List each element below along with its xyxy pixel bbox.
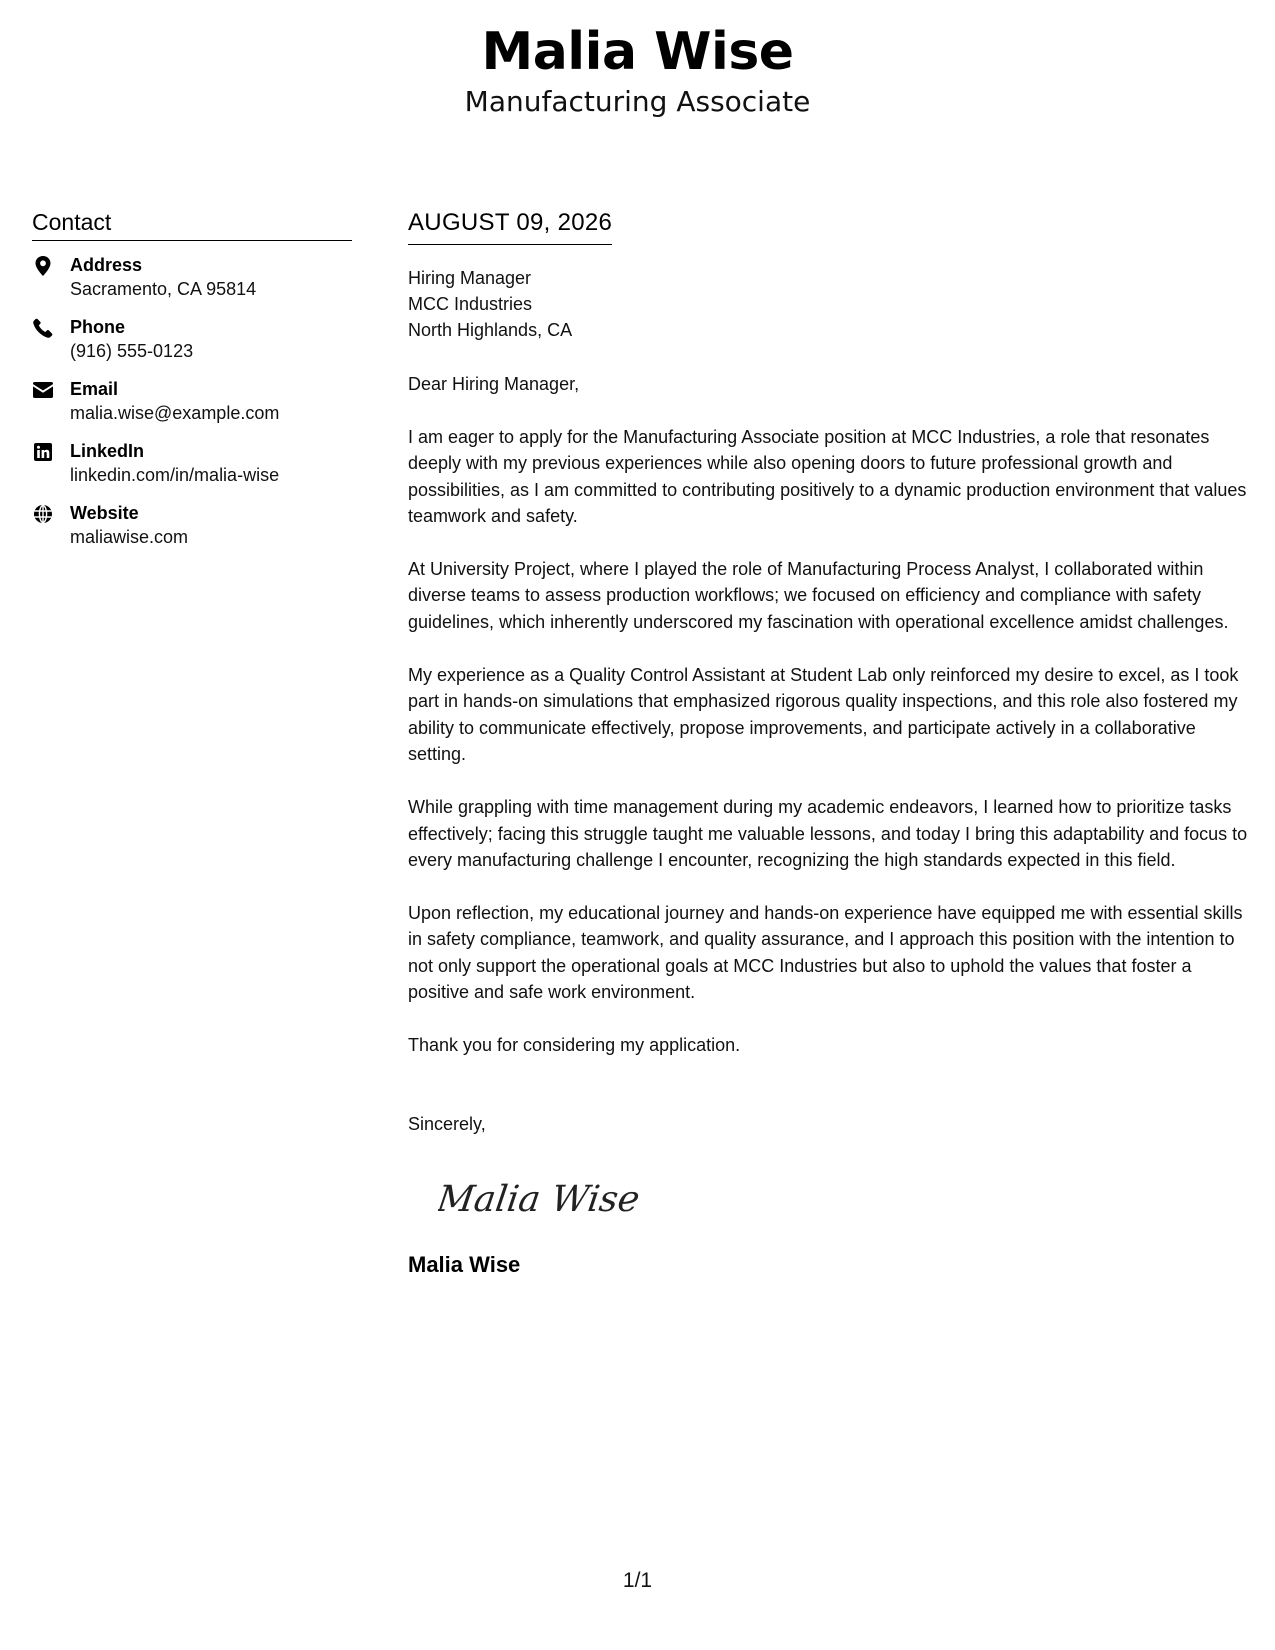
globe-icon	[32, 503, 54, 525]
salutation: Dear Hiring Manager,	[408, 374, 580, 394]
letter-body	[408, 208, 1248, 1279]
linkedin-icon	[32, 441, 54, 463]
signed-name: Malia Wise	[408, 1251, 521, 1277]
envelope-icon	[32, 379, 54, 401]
contact-item-address	[32, 253, 352, 301]
email-value: malia.wise@example.com	[70, 403, 280, 423]
contact-label: Email	[70, 379, 119, 399]
contact-sidebar	[32, 208, 352, 563]
contact-label: LinkedIn	[70, 441, 145, 461]
signature-text: Malia Wise	[438, 1176, 643, 1220]
page-number: 1/1	[622, 1569, 653, 1592]
phone-value: (916) 555-0123	[70, 341, 194, 361]
contact-label: Address	[70, 255, 143, 275]
contact-item-phone	[32, 315, 352, 363]
contact-item-website	[32, 501, 352, 549]
contact-item-linkedin	[32, 439, 352, 487]
phone-icon	[32, 317, 54, 339]
handwritten-signature	[438, 1167, 698, 1227]
contact-list	[32, 253, 352, 549]
body-paragraph: My experience as a Quality Control Assistant at Student Lab only reinforced my desire to excel, as I took part in hands-on simulations that emphasized rigorous quality inspections, and this role also fostered my ability to communicate effectively, propose improvements, and participate actively in a collaborative setting.	[408, 665, 1239, 764]
linkedin-value: linkedin.com/in/malia-wise	[70, 465, 280, 485]
contact-label: Website	[70, 503, 139, 523]
applicant-name: Malia Wise	[481, 22, 794, 82]
website-value: maliawise.com	[70, 527, 189, 547]
body-paragraph: At University Project, where I played the role of Manufacturing Process Analyst, I collaborated within diverse teams to assess production workflows; we focused on efficiency and compliance with safety guidelines, which inherently underscored my fascination with operational excellence amidst challenges.	[408, 559, 1229, 632]
contact-item-email	[32, 377, 352, 425]
contact-heading: Contact	[32, 208, 352, 241]
body-paragraph: I am eager to apply for the Manufacturing Associate position at MCC Industries, a role that resonates deeply with my previous experiences while also opening doors to future professional growth and possibilities, as I am committed to contributing positively to a dynamic production environment that values teamwork and safety.	[408, 427, 1247, 526]
letter-header	[0, 20, 1275, 120]
closing: Sincerely,	[408, 1113, 486, 1134]
location-pin-icon	[32, 255, 54, 277]
job-title: Manufacturing Associate	[464, 85, 811, 118]
body-paragraph: Upon reflection, my educational journey and hands-on experience have equipped me with essential skills in safety compliance, teamwork, and quality assurance, and I approach this position with the intention to not only support the operational goals at MCC Industries but also to uphold the values that foster a positive and safe work environment.	[408, 903, 1243, 1003]
body-paragraph: Thank you for considering my application.	[408, 1035, 741, 1056]
body-paragraph: While grappling with time management during my academic endeavors, I learned how to prioritize tasks effectively; facing this struggle taught me valuable lessons, and today I bring this adaptability and focus to every manufacturing challenge I encounter, recognizing the high standards expected in this field.	[408, 797, 1248, 870]
recipient-name: Hiring Manager	[408, 268, 532, 288]
letter-date: AUGUST 09, 2026	[408, 208, 612, 245]
recipient-company: MCC Industries	[408, 294, 533, 314]
recipient-location: North Highlands, CA	[408, 320, 573, 340]
recipient-block	[408, 265, 1248, 343]
contact-label: Phone	[70, 317, 126, 337]
address-value: Sacramento, CA 95814	[70, 279, 257, 299]
